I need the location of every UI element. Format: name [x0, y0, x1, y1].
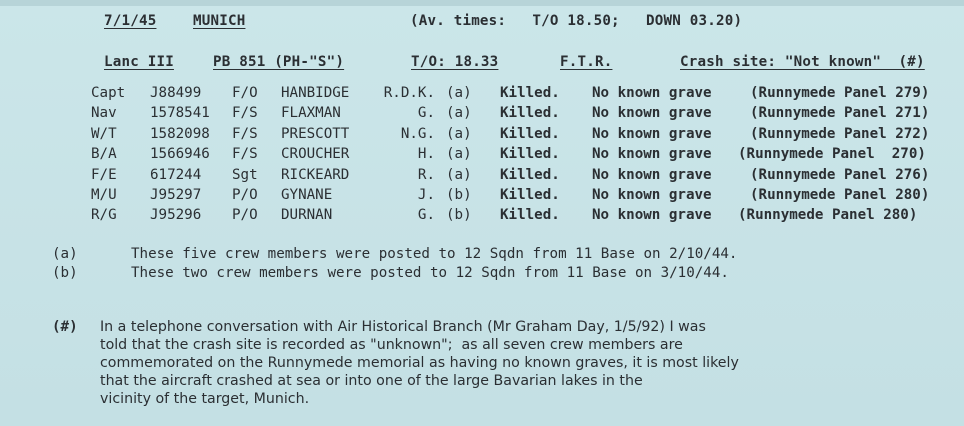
crew-fate: Killed. — [500, 186, 560, 203]
crew-service-number: 1566946 — [150, 146, 210, 163]
crew-grave: No known grave — [592, 207, 712, 224]
raid-target: MUNICH — [193, 13, 246, 29]
crew-note: (a) — [446, 166, 472, 183]
crew-rank: P/O — [232, 207, 258, 224]
note-a-key: (a) — [52, 246, 78, 262]
crew-memorial: (Runnymede Panel 280) — [750, 186, 930, 203]
crew-role: Nav — [91, 105, 117, 122]
crew-memorial: (Runnymede Panel 276) — [750, 166, 930, 183]
crew-surname: HANBIDGE — [281, 85, 350, 101]
crew-role: W/T — [91, 125, 117, 142]
crew-surname: RICKEARD — [281, 166, 350, 183]
crew-fate: Killed. — [500, 207, 560, 224]
crew-list — [0, 84, 964, 227]
crew-note: (b) — [446, 186, 472, 203]
crew-initials: J. — [417, 186, 435, 203]
note-a-text: These five crew members were posted to 12 Sqdn from 11 Base on 2/10/44. — [131, 246, 738, 262]
aircraft-takeoff: T/O: 18.33 — [411, 54, 499, 70]
crew-row — [0, 145, 964, 165]
crew-rank: P/O — [232, 186, 258, 203]
crew-fate: Killed. — [500, 166, 560, 183]
crew-memorial: (Runnymede Panel 280) — [738, 207, 918, 224]
crew-fate: Killed. — [500, 105, 560, 122]
footnote-key: (#) — [52, 319, 78, 335]
crew-service-number: J95297 — [150, 186, 202, 203]
crew-role: M/U — [91, 186, 117, 203]
raid-date: 7/1/45 — [104, 13, 157, 29]
crew-row — [0, 84, 964, 104]
crew-service-number: 1582098 — [150, 125, 210, 142]
footnote-line: commemorated on the Runnymede memorial as having no known graves, it is most likely — [100, 355, 739, 371]
aircraft-serial: PB 851 (PH-"S") — [213, 54, 345, 70]
crew-note: (a) — [446, 85, 472, 101]
page-top-edge — [0, 0, 964, 6]
crew-grave: No known grave — [592, 125, 712, 142]
crew-row — [0, 186, 964, 206]
crew-surname: CROUCHER — [281, 146, 350, 163]
crew-grave: No known grave — [592, 166, 712, 183]
note-b-key: (b) — [52, 265, 78, 281]
crew-fate: Killed. — [500, 125, 560, 142]
crew-fate: Killed. — [500, 146, 560, 163]
crew-row — [0, 104, 964, 124]
crew-role: Capt — [91, 85, 126, 101]
crew-grave: No known grave — [592, 85, 712, 101]
crew-initials: N.G. — [400, 125, 435, 142]
crew-row — [0, 125, 964, 145]
crew-surname: GYNANE — [281, 186, 333, 203]
crew-role: B/A — [91, 146, 117, 163]
crew-row — [0, 166, 964, 186]
footnote-paragraph — [100, 318, 960, 408]
crew-rank: F/O — [232, 85, 258, 101]
crew-initials: H. — [417, 146, 435, 163]
crew-role: R/G — [91, 207, 117, 224]
crew-service-number: J88499 — [150, 85, 202, 101]
crew-service-number: 617244 — [150, 166, 202, 183]
crew-initials: G. — [417, 207, 435, 224]
crew-surname: FLAXMAN — [281, 105, 341, 122]
crew-grave: No known grave — [592, 105, 712, 122]
average-times: (Av. times: T/O 18.50; DOWN 03.20) — [410, 13, 743, 29]
crew-initials: R.D.K. — [383, 85, 435, 101]
crew-memorial: (Runnymede Panel 279) — [750, 85, 930, 101]
crew-initials: R. — [417, 166, 435, 183]
crew-memorial: (Runnymede Panel 272) — [750, 125, 930, 142]
crew-memorial: (Runnymede Panel 271) — [750, 105, 930, 122]
crew-note: (a) — [446, 125, 472, 142]
crew-service-number: J95296 — [150, 207, 202, 224]
aircraft-type: Lanc III — [104, 54, 174, 70]
crew-rank: F/S — [232, 125, 258, 142]
crew-rank: Sgt — [232, 166, 258, 183]
crew-note: (a) — [446, 105, 472, 122]
note-b-text: These two crew members were posted to 12 Sqdn from 11 Base on 3/10/44. — [131, 265, 729, 281]
footnote-line: vicinity of the target, Munich. — [100, 391, 310, 407]
crew-surname: DURNAN — [281, 207, 333, 224]
footnote-line: that the aircraft crashed at sea or into one of the large Bavarian lakes in the — [100, 373, 643, 389]
crew-note: (a) — [446, 146, 472, 163]
crew-memorial: (Runnymede Panel 270) — [738, 146, 926, 163]
crash-site: Crash site: "Not known" (#) — [680, 54, 925, 70]
footnote-line: In a telephone conversation with Air Historical Branch (Mr Graham Day, 1/5/92) I was — [100, 319, 706, 335]
crew-service-number: 1578541 — [150, 105, 210, 122]
crew-surname: PRESCOTT — [281, 125, 350, 142]
crew-role: F/E — [91, 166, 117, 183]
crew-rank: F/S — [232, 105, 258, 122]
crew-grave: No known grave — [592, 186, 712, 203]
footnote-line: told that the crash site is recorded as "unknown"; as all seven crew members are — [100, 337, 683, 353]
aircraft-status: F.T.R. — [560, 54, 613, 70]
crew-fate: Killed. — [500, 85, 560, 101]
crew-rank: F/S — [232, 146, 258, 163]
crew-note: (b) — [446, 207, 472, 224]
crew-grave: No known grave — [592, 146, 712, 163]
crew-initials: G. — [417, 105, 435, 122]
crew-row — [0, 206, 964, 226]
